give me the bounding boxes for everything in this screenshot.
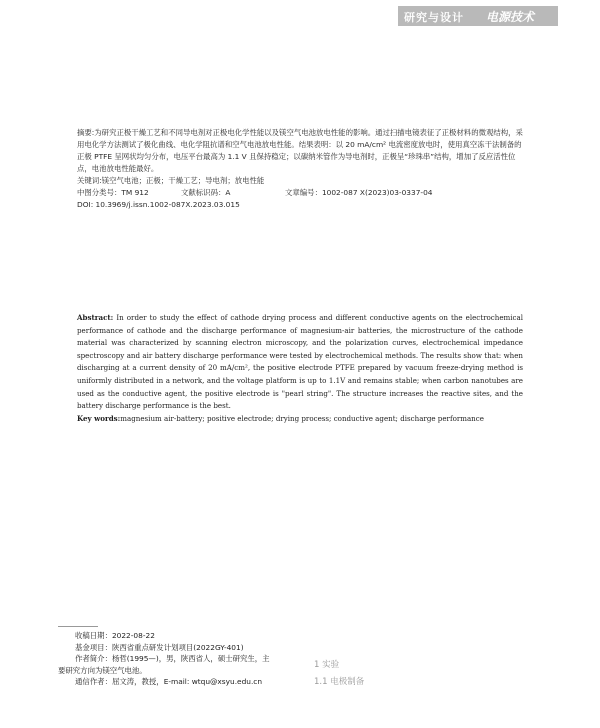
chinese-abstract-block (77, 127, 523, 211)
en-abstract-label: Abstract: (77, 313, 114, 322)
cn-keywords (77, 175, 523, 187)
en-keywords-label: Key words: (77, 413, 121, 423)
en-abstract-paragraph (77, 312, 523, 413)
section-label: 研究与设计 (404, 11, 464, 24)
journal-header-band (398, 6, 558, 26)
journal-column-logo: 电源技术 (486, 10, 535, 24)
cn-abstract-label: 摘要: (77, 128, 95, 137)
cn-abstract-text: 为研究正极干燥工艺和不同导电剂对正极电化学性能以及镁空气电池放电性能的影响。通过扫描电镜表征了正极材料的微观结构，采用电化学方法测试了极化曲线、电化学阻抗谱和空气电池放电性能。结果表明：以 20 mA/cm² 电流密度放电时，使用真空冻干法制备的正极 PTFE 呈网状均匀分布，电压平台最高为 1.1 V 且保持稳定；以碳纳米管作为导电剂时，正极呈“珍珠串”结构，增加了反应活性位点，电池放电性能最好。 (77, 128, 523, 173)
english-abstract-block (77, 312, 523, 425)
cn-abstract-paragraph (77, 127, 523, 175)
en-keywords-text: magnesium air-battery; positive electrode; drying process; conductive agent; discharge performance (120, 413, 484, 423)
received-date: 收稿日期：2022-08-22 (75, 631, 155, 640)
fund-project: 基金项目：陕西省重点研发计划项目(2022GY-401) (75, 642, 244, 652)
author-bio-line1: 作者简介：杨哲(1995—)，男，陕西省人，硕士研究生，主 (75, 654, 270, 664)
en-keywords (77, 413, 523, 426)
section-1-1-heading: 1.1 电极制备 (314, 677, 365, 687)
doi: DOI: 10.3969/j.issn.1002-087X.2023.03.015 (77, 200, 240, 209)
cn-keywords-text: 镁空气电池；正极；干燥工艺；导电剂；放电性能 (101, 176, 265, 185)
body-section-headings (314, 657, 364, 691)
author-bio-line2: 要研究方向为镁空气电池。 (58, 665, 147, 675)
section-1-heading: 1 实验 (314, 660, 340, 670)
en-abstract-text: In order to study the effect of cathode drying process and different conductive agents on the electrochemical performance of cathode and the discharge performance of magnesium-air batteries, the microstructure of the cathode material was characterized by scanning electron microscopy, and the polarization curves, electrochemical impedance spectroscopy and air battery discharge performance were tested by electrochemical methods. The results show that: when discharging at a current density of 20 mA/cm², the positive electrode PTFE prepared by vacuum freeze-drying method is uniformly distributed in a network, and the voltage platform is up to 1.1V and remains stable; when carbon nanotubes are used as the conductive agent, the positive electrode is "pearl string". The structure increases the reactive sites, and the battery discharge performance is the best. (77, 313, 523, 411)
footnote-block (58, 630, 308, 688)
document-code: 文献标识码：A (181, 188, 231, 197)
corresponding-author: 通信作者：屈文涛，教授，E-mail: wtqu@xsyu.edu.cn (75, 677, 263, 687)
footnote-divider (58, 626, 98, 627)
classification-row (77, 187, 523, 199)
cn-keywords-label: 关键词: (77, 176, 102, 185)
article-number: 文章编号：1002-087 X(2023)03-0337-04 (285, 188, 433, 197)
clc-number: 中图分类号：TM 912 (77, 188, 149, 197)
